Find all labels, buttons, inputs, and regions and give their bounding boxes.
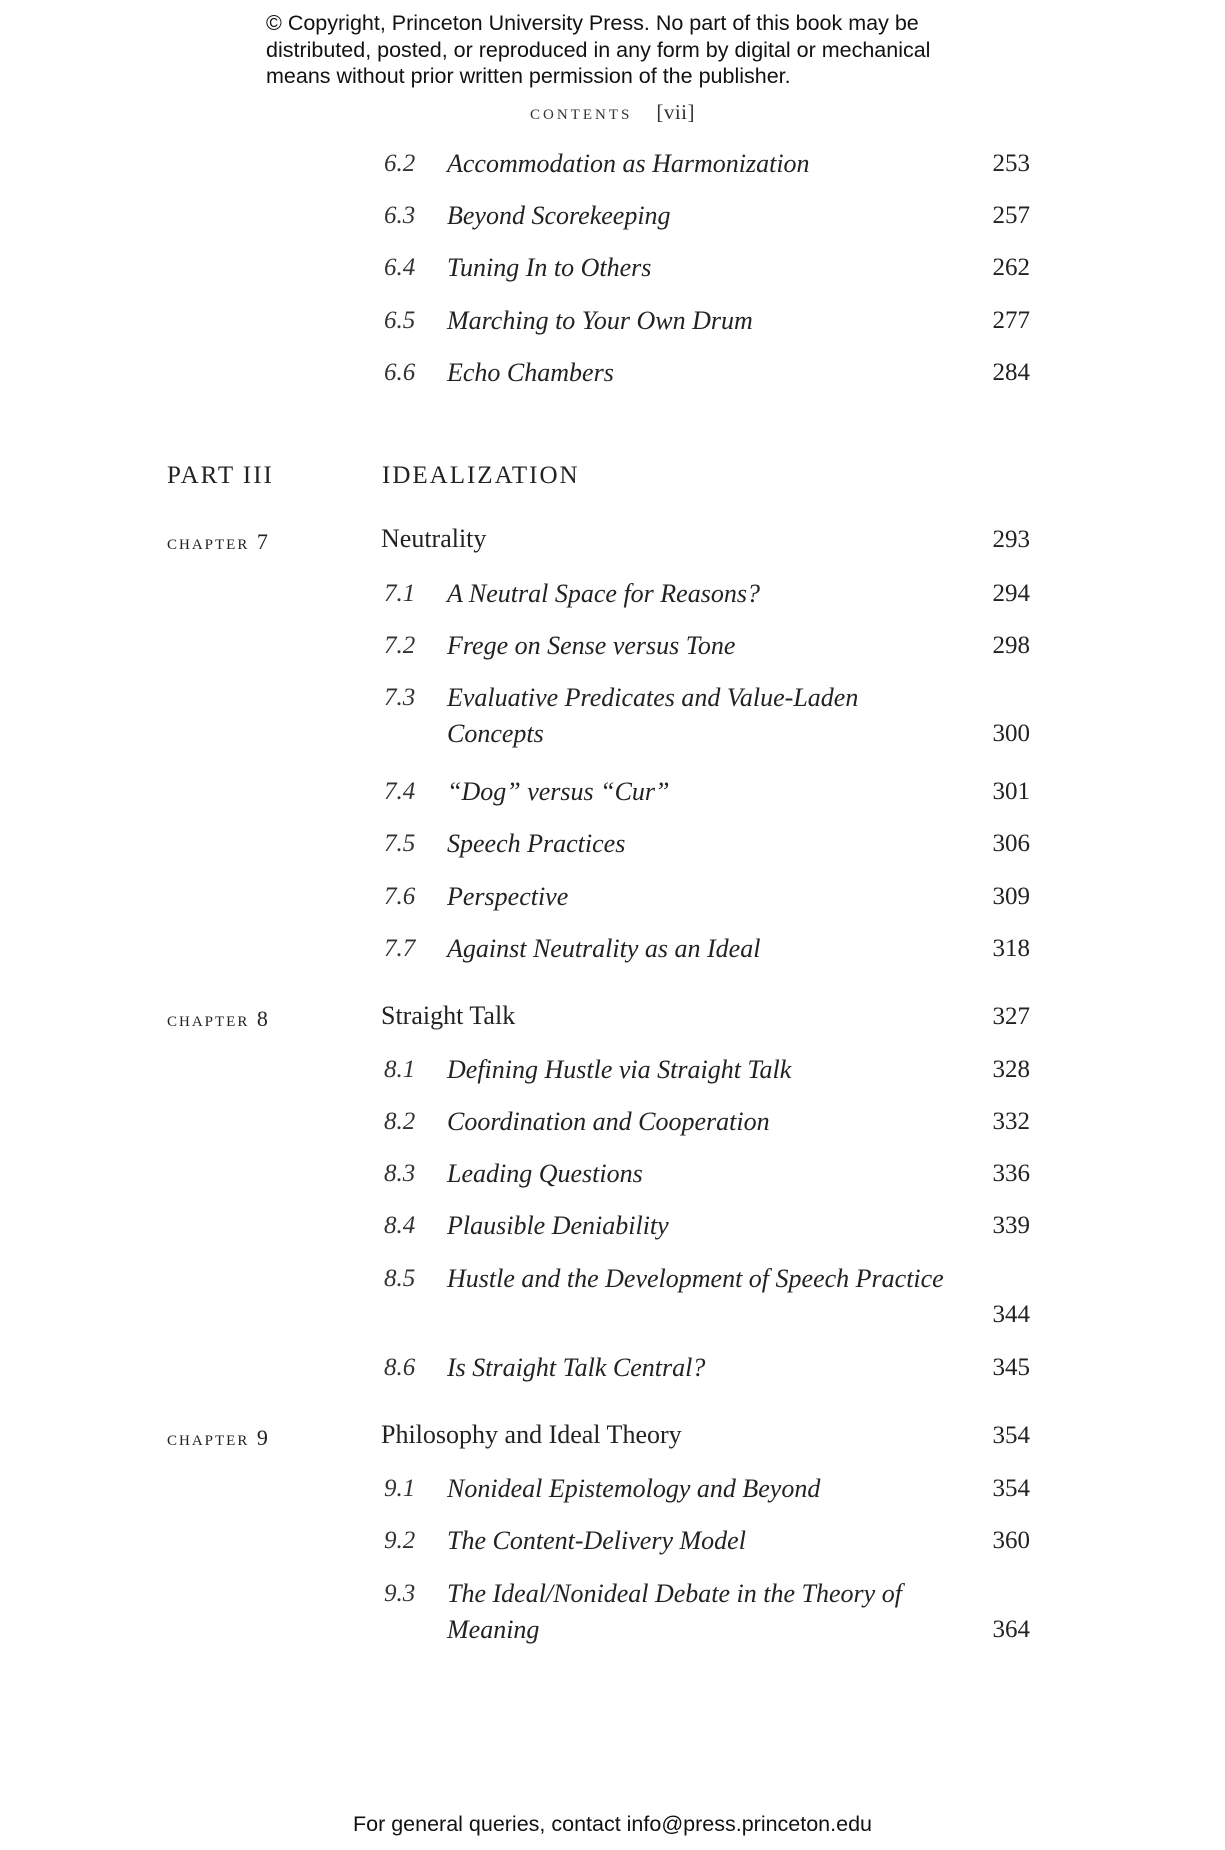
toc-chapter-row[interactable]	[0, 1422, 1225, 1462]
section-number: 6.6	[384, 359, 416, 386]
section-number: 8.3	[384, 1160, 416, 1187]
chapter-title: Neutrality	[381, 524, 487, 553]
section-number: 7.6	[384, 883, 416, 910]
section-title: Accommodation as Harmonization	[447, 149, 810, 178]
toc-section-row[interactable]	[0, 307, 1225, 347]
page-number: 294	[992, 580, 1030, 607]
toc-section-row[interactable]	[0, 150, 1225, 190]
page-number: 364	[992, 1616, 1030, 1643]
section-number: 7.5	[384, 830, 416, 857]
page-number: 345	[992, 1354, 1030, 1381]
toc-section-row[interactable]	[0, 202, 1225, 242]
footer-contact: For general queries, contact info@press.princeton.edu	[352, 1812, 872, 1836]
section-title: Perspective	[447, 882, 569, 911]
section-title: The Ideal/Nonideal Debate in the Theory of Meaning	[447, 1579, 902, 1644]
section-title: Frege on Sense versus Tone	[447, 631, 736, 660]
section-title: Hustle and the Development of Speech Practice	[447, 1264, 944, 1293]
page-number: 336	[992, 1160, 1030, 1187]
section-number: 9.3	[384, 1580, 416, 1607]
section-title: Echo Chambers	[447, 358, 614, 387]
running-head-label: contents	[530, 99, 633, 124]
chapter-title: Straight Talk	[381, 1001, 516, 1030]
section-title: Marching to Your Own Drum	[447, 306, 753, 335]
section-number: 8.5	[384, 1265, 416, 1292]
page-number: 300	[992, 720, 1030, 747]
copyright-line: © Copyright, Princeton University Press. No part of this book may be	[266, 11, 919, 35]
page-number: 339	[992, 1212, 1030, 1239]
section-title: Nonideal Epistemology and Beyond	[447, 1474, 821, 1503]
page-number: 354	[992, 1475, 1030, 1502]
running-head	[0, 99, 1225, 125]
section-title: A Neutral Space for Reasons?	[447, 579, 760, 608]
toc-chapter-row[interactable]	[0, 1003, 1225, 1043]
page-number: 257	[992, 202, 1030, 229]
toc-section-row[interactable]	[0, 580, 1225, 620]
section-number: 8.1	[384, 1056, 416, 1083]
section-number: 6.4	[384, 254, 416, 281]
section-number: 6.2	[384, 150, 416, 177]
toc-section-row[interactable]	[0, 1580, 1225, 1660]
copyright-notice	[266, 10, 986, 90]
chapter-label: chapter 8	[167, 1006, 270, 1031]
part-title: IDEALIZATION	[382, 462, 580, 489]
section-title: “Dog” versus “Cur”	[447, 777, 670, 806]
toc-chapter-row[interactable]	[0, 526, 1225, 566]
section-number: 8.6	[384, 1354, 416, 1381]
section-title: Coordination and Cooperation	[447, 1107, 770, 1136]
section-number: 6.5	[384, 307, 416, 334]
section-title: Beyond Scorekeeping	[447, 201, 671, 230]
section-number: 7.3	[384, 684, 416, 711]
toc-section-row[interactable]	[0, 1212, 1225, 1252]
section-title: The Content-Delivery Model	[447, 1526, 746, 1555]
section-title: Evaluative Predicates and Value-Laden Concepts	[447, 683, 859, 748]
running-head-page: [vii]	[656, 100, 695, 124]
section-number: 6.3	[384, 202, 416, 229]
page-number: 306	[992, 830, 1030, 857]
chapter-label: chapter 7	[167, 529, 270, 554]
toc-section-row[interactable]	[0, 359, 1225, 399]
page-number: 301	[992, 778, 1030, 805]
chapter-label: chapter 9	[167, 1425, 270, 1450]
page-number: 277	[992, 307, 1030, 334]
page-number: 309	[992, 883, 1030, 910]
page-number: 284	[992, 359, 1030, 386]
section-number: 8.2	[384, 1108, 416, 1135]
toc-section-row[interactable]	[0, 1160, 1225, 1200]
page-number: 298	[992, 632, 1030, 659]
toc-section-row[interactable]	[0, 778, 1225, 818]
section-number: 7.1	[384, 580, 416, 607]
page-number: 327	[992, 1003, 1030, 1030]
copyright-line: distributed, posted, or reproduced in any form by digital or mechanical	[266, 37, 931, 62]
toc-section-row[interactable]	[0, 1354, 1225, 1394]
toc-section-row[interactable]	[0, 1265, 1225, 1345]
page-number: 262	[992, 254, 1030, 281]
section-title: Tuning In to Others	[447, 253, 652, 282]
toc-section-row[interactable]	[0, 883, 1225, 923]
section-number: 7.7	[384, 935, 416, 962]
page-number: 293	[992, 526, 1030, 553]
toc-section-row[interactable]	[0, 830, 1225, 870]
toc-section-row[interactable]	[0, 254, 1225, 294]
toc-section-row[interactable]	[0, 632, 1225, 672]
toc-part-row[interactable]	[0, 462, 1225, 502]
page-number: 360	[992, 1527, 1030, 1554]
copyright-line: means without prior written permission of the publisher.	[266, 64, 791, 88]
toc-section-row[interactable]	[0, 1475, 1225, 1515]
section-number: 9.2	[384, 1527, 416, 1554]
page-number: 328	[992, 1056, 1030, 1083]
section-title: Leading Questions	[447, 1159, 643, 1188]
toc-section-row[interactable]	[0, 1108, 1225, 1148]
section-number: 7.4	[384, 778, 416, 805]
section-title: Plausible Deniability	[447, 1211, 669, 1240]
section-title: Defining Hustle via Straight Talk	[447, 1055, 792, 1084]
page-number: 354	[992, 1422, 1030, 1449]
section-title: Against Neutrality as an Ideal	[447, 934, 761, 963]
section-number: 9.1	[384, 1475, 416, 1502]
page-number: 253	[992, 150, 1030, 177]
toc-section-row[interactable]	[0, 684, 1225, 764]
section-number: 8.4	[384, 1212, 416, 1239]
toc-section-row[interactable]	[0, 1527, 1225, 1567]
page-number: 332	[992, 1108, 1030, 1135]
toc-section-row[interactable]	[0, 935, 1225, 975]
chapter-title: Philosophy and Ideal Theory	[381, 1420, 682, 1449]
page-number: 318	[992, 935, 1030, 962]
toc-section-row[interactable]	[0, 1056, 1225, 1096]
section-number: 7.2	[384, 632, 416, 659]
section-title: Is Straight Talk Central?	[447, 1353, 706, 1382]
section-title: Speech Practices	[447, 829, 626, 858]
page-number: 344	[992, 1301, 1030, 1328]
part-label: PART III	[167, 462, 274, 489]
